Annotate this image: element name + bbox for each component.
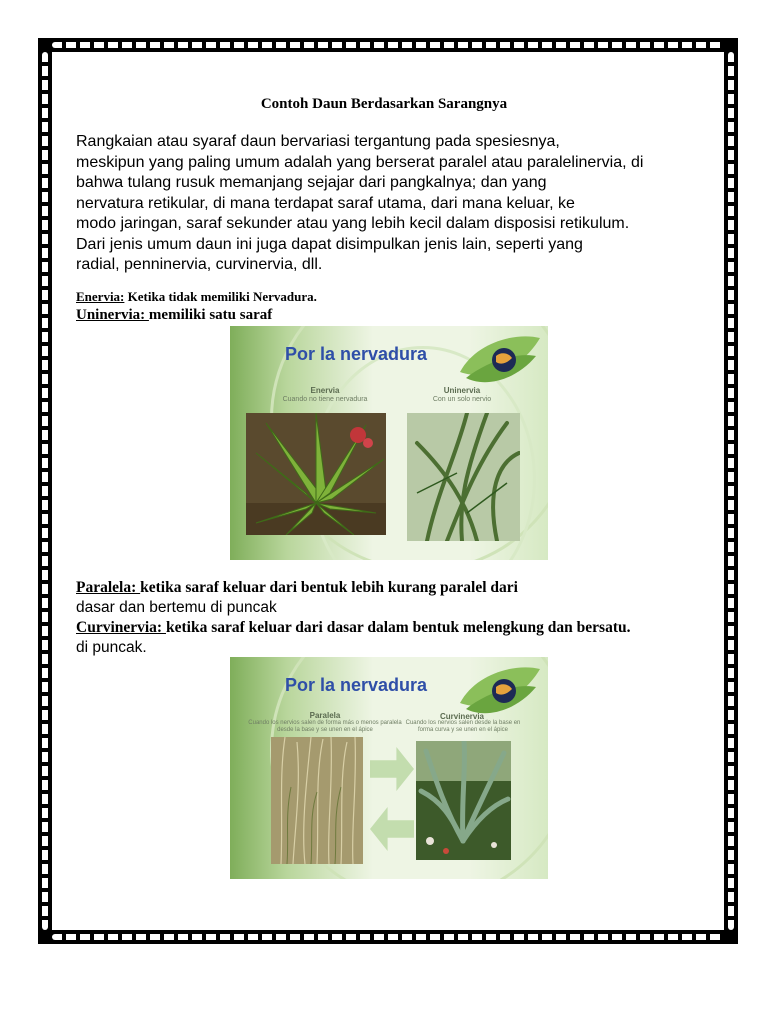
definition-text: ketika saraf keluar dari dasar dalam bentuk melengkung dan bersatu. [165,619,631,636]
caption-label: Enervia [310,386,340,395]
definition-text: Ketika tidak memiliki Nervadura. [124,289,317,304]
definition-text: ketika saraf keluar dari bentuk lebih kurang paralel dari [140,579,518,596]
figure-paralela-curvinervia [230,657,548,879]
definition-text: memiliki satu saraf [148,307,273,323]
definition-uninervia [76,307,272,324]
intro-line: Rangkaian atau syaraf daun bervariasi tergantung pada spesiesnya, [76,133,560,150]
term-enervia: Enervia: [76,289,125,304]
definition-curvinervia-continued: di puncak. [76,639,147,656]
intro-paragraph [76,132,702,276]
intro-line: meskipun yang paling umum adalah yang berserat paralel atau paralelinervia, di [76,153,644,171]
intro-line: Dari jenis umum daun ini juga dapat disimpulkan jenis lain, seperti yang [76,235,583,253]
caption-sub: Con un solo nervio [432,396,492,403]
caption-label: Curvinervia [439,712,485,721]
intro-line: nervatura retikular, di mana terdapat saraf utama, dari mana keluar, ke [76,194,575,212]
caption-sub: Cuando los nervios salen desde la base en forma curva y se unen en el ápice [405,720,521,733]
intro-line: modo jaringan, saraf sekunder atau yang lebih kecil dalam disposisi retikulum. [76,215,630,232]
term-curvinervia: Curvinervia: [76,619,166,636]
definition-curvinervia [76,619,631,637]
border-dash-left [42,52,48,930]
photo-paralela-grass [271,737,363,864]
border-dash-right [728,52,734,930]
caption-label: Paralela [309,711,341,720]
leaf-globe-icon [456,663,542,719]
caption-sub: Cuando no tiene nervadura [282,396,368,403]
border-dash-bottom [52,934,724,940]
figure-enervia-uninervia [230,326,548,560]
photo-uninervia-plant [407,413,520,541]
intro-line: bahwa tulang rusuk memanjang sejajar dari pangkalnya; dan yang [76,174,547,191]
figure-heading: Por la nervadura [285,344,428,364]
border-dash-top [52,42,724,48]
term-paralela: Paralela: [76,579,141,596]
photo-curvinervia-plant [416,741,511,860]
intro-line: radial, penninervia, curvinervia, dll. [76,256,323,273]
definition-paralela-continued: dasar dan bertemu di puncak [76,599,277,616]
caption-label: Uninervia [443,386,481,395]
definition-enervia [76,289,317,305]
figure-heading: Por la nervadura [285,675,428,695]
photo-enervia-plant [246,413,386,535]
leaf-globe-icon [456,332,542,388]
document-title: Contoh Daun Berdasarkan Sarangnya [260,96,508,112]
definition-paralela [76,579,518,597]
caption-sub: Cuando los nervios salen de forma más o menos paralela desde la base y se unen en el ápice [248,720,402,733]
term-uninervia: Uninervia: [76,307,149,323]
